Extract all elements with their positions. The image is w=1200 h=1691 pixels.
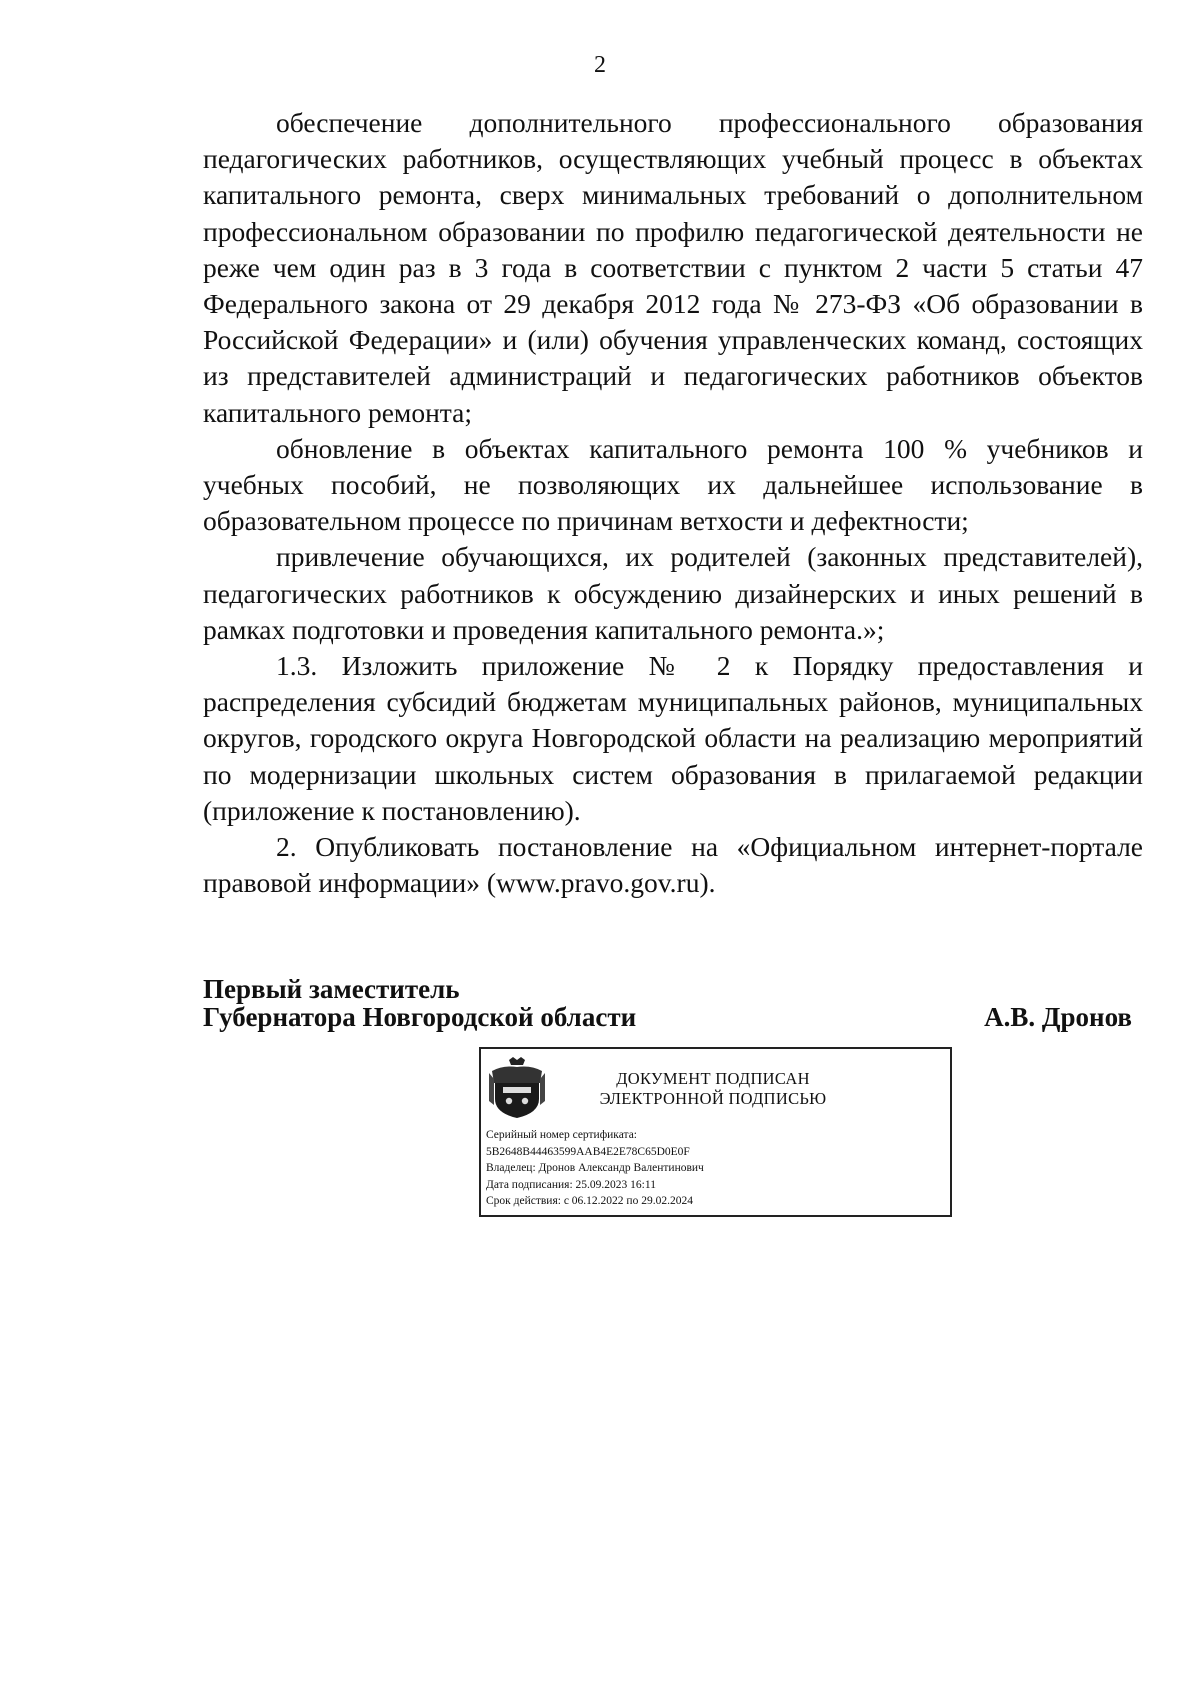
certificate-owner: Владелец: Дронов Александр Валентинович bbox=[486, 1162, 704, 1174]
paragraph-publication: 2. Опубликовать постановление на «Официальном интернет-портале правовой информации» (www.pravo.gov.ru). bbox=[203, 831, 1143, 899]
signing-date: Дата подписания: 25.09.2023 16:11 bbox=[486, 1178, 656, 1191]
signatory-position bbox=[203, 975, 636, 1031]
signatory-position-line2: Губернатора Новгородской области bbox=[203, 1002, 637, 1032]
signatory-name: А.В. Дронов bbox=[984, 1002, 1132, 1032]
paragraph-appendix-amendment: 1.3. Изложить приложение № 2 к Порядку предоставления и распределения субсидий бюджетам муниципальных районов, муниципальных округов, городского округа Новгородской области на реализацию мероприятий по модернизации школьных систем образования в прилагаемой редакции (приложение к постановлению). bbox=[203, 650, 1143, 826]
document-body bbox=[203, 105, 1143, 901]
stamp-details bbox=[486, 1127, 946, 1210]
certificate-serial-value: 5B2648B44463599AAB4E2E78C65D0E0F bbox=[486, 1145, 690, 1158]
electronic-signature-stamp bbox=[479, 1047, 952, 1217]
certificate-serial-label: Серийный номер сертификата: bbox=[486, 1129, 637, 1141]
signatory-position-line1: Первый заместитель bbox=[203, 974, 460, 1004]
stamp-heading-line1: ДОКУМЕНТ ПОДПИСАН bbox=[616, 1069, 810, 1088]
paragraph-design-discussion: привлечение обучающихся, их родителей (законных представителей), педагогических работников к обсуждению дизайнерских и иных решений в рамках подготовки и проведения капитального ремонта.»; bbox=[203, 541, 1143, 645]
stamp-heading bbox=[563, 1069, 863, 1109]
page-number: 2 bbox=[594, 52, 606, 78]
paragraph-textbooks-update: обновление в объектах капитального ремонта 100 % учебников и учебных пособий, не позволяющих их дальнейшее использование в образовательном процессе по причинам ветхости и дефектности; bbox=[203, 432, 1143, 537]
paragraph-teacher-training: обеспечение дополнительного профессионального образования педагогических работников, осуществляющих учебный процесс в объектах капитального ремонта, сверх минимальных требований о дополнительном профессиональном образовании по профилю педагогической деятельности не реже чем один раз в 3 года в соответствии с пунктом 2 части 5 статьи 47 Федерального закона от 29 декабря 2012 года № 273-ФЗ «Об образовании в Российской Федерации» и (или) обучения управленческих команд, состоящих из представителей администраций и педагогических работников объектов капитального ремонта; bbox=[203, 107, 1143, 428]
coat-of-arms-icon bbox=[489, 1057, 545, 1119]
certificate-validity: Срок действия: с 06.12.2022 по 29.02.2024 bbox=[486, 1195, 693, 1207]
stamp-heading-line2: ЭЛЕКТРОННОЙ ПОДПИСЬЮ bbox=[599, 1089, 827, 1108]
